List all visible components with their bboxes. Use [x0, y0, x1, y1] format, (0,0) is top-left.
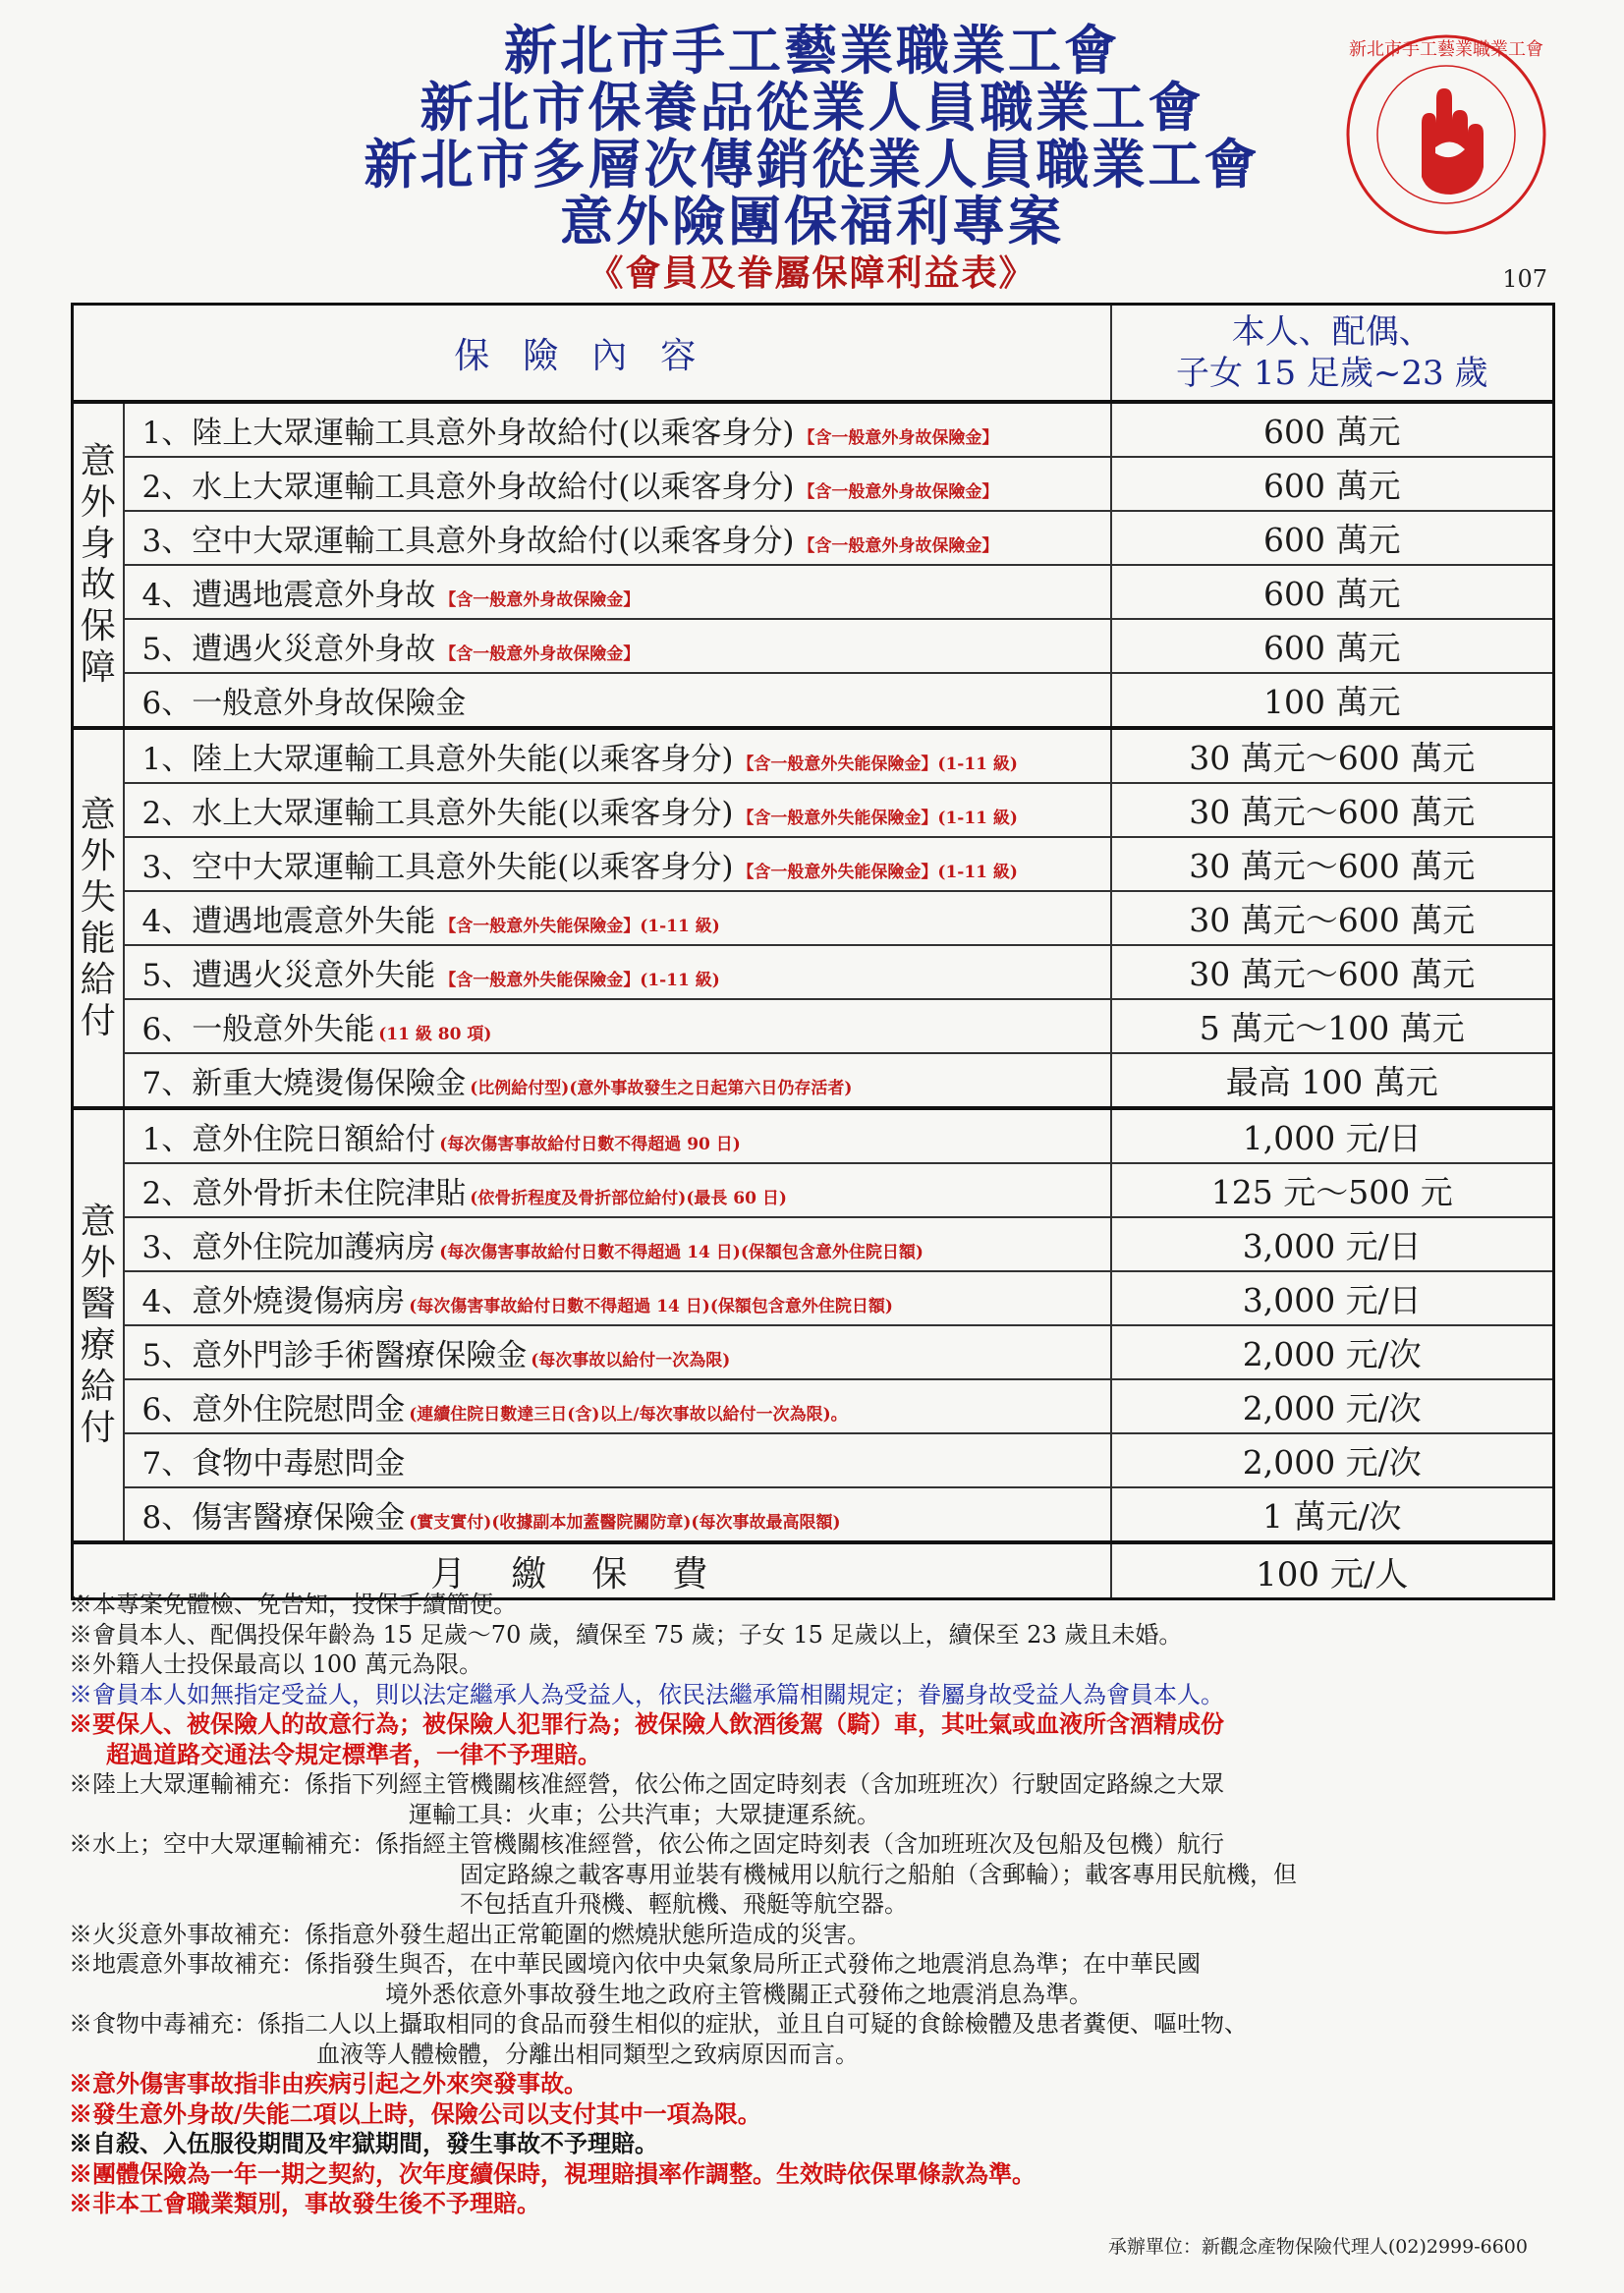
benefit-amount: 2,000 元/次 — [1111, 1325, 1554, 1379]
benefit-text: 2、水上大眾運輸工具意外身故給付(以乘客身分) — [141, 470, 795, 505]
benefit-item — [124, 728, 1111, 783]
note-line: ※意外傷害事故指非由疾病引起之外來突發事故。 — [69, 2069, 588, 2097]
table-row — [73, 1053, 1554, 1108]
benefit-amount: 600 萬元 — [1111, 511, 1554, 565]
note-line: ※團體保險為一年一期之契約，次年度續保時，視理賠損率作調整。生效時依保單條款為準。 — [69, 2158, 1036, 2188]
category-label — [73, 402, 124, 728]
benefit-note: 【含一般意外失能保險金】(1-11 級) — [439, 971, 720, 990]
benefit-text: 5、遭遇火災意外身故 — [141, 632, 436, 667]
benefit-amount: 3,000 元/日 — [1111, 1271, 1554, 1325]
title-line-4: 意外險團保福利專案 — [560, 190, 1064, 252]
note-line: ※地震意外事故補充：係指發生與否，在中華民國境內依中央氣象局所正式發佈之地震消息為準；在中華民國 — [69, 1950, 1201, 1978]
benefit-amount: 600 萬元 — [1111, 619, 1554, 673]
table-row — [73, 1108, 1554, 1163]
note-line: ※會員本人如無指定受益人，則以法定繼承人為受益人，依民法繼承篇相關規定；眷屬身故受益人為會員本人。 — [69, 1680, 1224, 1708]
table-row — [73, 1433, 1554, 1487]
benefit-note: (每次傷害事故給付日數不得超過 14 日)(保額包含意外住院日額) — [409, 1297, 893, 1316]
benefit-item — [124, 1163, 1111, 1217]
benefit-item — [124, 891, 1111, 945]
note-line: ※火災意外事故補充：係指意外發生超出正常範圍的燃燒狀態所造成的災害。 — [69, 1920, 870, 1948]
benefit-note: 【含一般意外失能保險金】(1-11 級) — [737, 863, 1018, 882]
benefit-amount: 1 萬元/次 — [1111, 1487, 1554, 1542]
note-line: ※陸上大眾運輸補充：係指下列經主管機關核准經營，依公佈之固定時刻表（含加班班次）行駛固定路線之大眾 — [69, 1770, 1224, 1798]
benefit-item — [124, 1433, 1111, 1487]
benefit-note: (每次傷害事故給付日數不得超過 90 日) — [439, 1135, 741, 1154]
table-header-row — [73, 305, 1554, 403]
header-insurance-content: 保險內容 — [73, 305, 1111, 403]
benefit-item — [124, 457, 1111, 511]
benefit-item — [124, 1217, 1111, 1271]
note-line: ※會員本人、配偶投保年齡為 15 足歲～70 歲，續保至 75 歲；子女 15 足歲以上，續保至 23 歲且未婚。 — [69, 1620, 1183, 1649]
note-line: 超過道路交通法令規定標準者，一律不予理賠。 — [106, 1739, 601, 1768]
benefit-note: (每次事故以給付一次為限) — [531, 1351, 731, 1370]
benefit-amount: 100 萬元 — [1111, 673, 1554, 728]
table-row — [73, 1379, 1554, 1433]
benefit-amount: 30 萬元～600 萬元 — [1111, 783, 1554, 837]
note-line: ※發生意外身故/失能二項以上時，保險公司以支付其中一項為限。 — [69, 2098, 761, 2128]
benefit-amount: 2,000 元/次 — [1111, 1379, 1554, 1433]
table-row — [73, 565, 1554, 619]
benefit-text: 2、水上大眾運輸工具意外失能(以乘客身分) — [141, 796, 734, 831]
union-seal-icon — [1341, 29, 1552, 241]
subtitle: 《會員及眷屬保障利益表》 — [588, 252, 1036, 294]
note-line: 不包括直升飛機、輕航機、飛艇等航空器。 — [460, 1890, 908, 1918]
benefit-amount: 3,000 元/日 — [1111, 1217, 1554, 1271]
table-row — [73, 1163, 1554, 1217]
premium-amount: 100 元/人 — [1111, 1542, 1554, 1599]
note-line: 固定路線之載客專用並裝有機械用以航行之船舶（含郵輪）；載客專用民航機，但 — [460, 1860, 1297, 1888]
benefit-amount: 2,000 元/次 — [1111, 1433, 1554, 1487]
benefit-text: 3、意外住院加護病房 — [141, 1230, 436, 1265]
benefit-amount: 600 萬元 — [1111, 457, 1554, 511]
note-line: 境外悉依意外事故發生地之政府主管機關正式發佈之地震消息為準。 — [385, 1980, 1092, 2008]
category-label — [73, 1108, 124, 1542]
benefit-note: (11 級 80 項) — [378, 1025, 492, 1044]
table-row — [73, 1271, 1554, 1325]
note-line: ※本專案免體檢、免告知，投保手續簡便。 — [69, 1591, 517, 1618]
benefit-note: 【含一般意外身故保險金】 — [798, 482, 999, 502]
benefit-item — [124, 945, 1111, 999]
benefit-amount: 5 萬元～100 萬元 — [1111, 999, 1554, 1053]
benefit-note: 【含一般意外失能保險金】(1-11 級) — [439, 917, 720, 936]
benefit-text: 7、食物中毒慰問金 — [141, 1446, 406, 1482]
note-line: ※非本工會職業類別，事故發生後不予理賠。 — [69, 2189, 540, 2217]
benefit-note: 【含一般意外失能保險金】(1-11 級) — [737, 755, 1018, 774]
title-line-1: 新北市手工藝業職業工會 — [504, 19, 1120, 82]
benefit-amount: 600 萬元 — [1111, 402, 1554, 457]
benefit-amount: 125 元～500 元 — [1111, 1163, 1554, 1217]
title-line-2: 新北市保養品從業人員職業工會 — [420, 76, 1204, 139]
benefit-item — [124, 1379, 1111, 1433]
table-row — [73, 999, 1554, 1053]
table-row — [73, 837, 1554, 891]
note-line: 運輸工具：火車；公共汽車；大眾捷運系統。 — [409, 1800, 880, 1828]
benefit-amount: 30 萬元～600 萬元 — [1111, 837, 1554, 891]
benefit-text: 7、新重大燒燙傷保險金 — [141, 1066, 467, 1101]
table-row — [73, 891, 1554, 945]
benefit-note: (比例給付型)(意外事故發生之日起第六日仍存活者) — [470, 1079, 853, 1098]
benefit-text: 3、空中大眾運輸工具意外失能(以乘客身分) — [141, 850, 734, 885]
table-row — [73, 1217, 1554, 1271]
benefit-item — [124, 673, 1111, 728]
benefit-item — [124, 1053, 1111, 1108]
note-line: ※要保人、被保險人的故意行為；被保險人犯罪行為；被保險人飲酒後駕（騎）車，其吐氣或血液所含酒精成份 — [69, 1709, 1224, 1738]
header-coverage-line1: 本人、配偶、 — [1231, 312, 1432, 352]
category-text: 意外醫療給付 — [80, 1202, 116, 1448]
benefit-text: 4、遭遇地震意外身故 — [141, 578, 436, 613]
benefit-text: 1、意外住院日額給付 — [141, 1122, 436, 1157]
benefit-item — [124, 565, 1111, 619]
benefit-item — [124, 1487, 1111, 1542]
benefit-item — [124, 783, 1111, 837]
table-row — [73, 1487, 1554, 1542]
benefit-text: 6、意外住院慰問金 — [141, 1392, 406, 1427]
benefit-note: (每次傷害事故給付日數不得超過 14 日)(保額包含意外住院日額) — [439, 1243, 924, 1262]
benefit-amount: 600 萬元 — [1111, 565, 1554, 619]
note-line: ※水上；空中大眾運輸補充：係指經主管機關核准經營，依公佈之固定時刻表（含加班班次及包船及包機）航行 — [69, 1830, 1224, 1858]
note-line: 血液等人體檢體，分離出相同類型之致病原因而言。 — [316, 2040, 859, 2068]
table-row — [73, 728, 1554, 783]
benefit-amount: 最高 100 萬元 — [1111, 1053, 1554, 1108]
table-row — [73, 1325, 1554, 1379]
benefit-amount: 30 萬元～600 萬元 — [1111, 728, 1554, 783]
benefit-text: 8、傷害醫療保險金 — [141, 1500, 406, 1536]
benefit-note: 【含一般意外失能保險金】(1-11 級) — [737, 809, 1018, 828]
benefit-note: (連續住院日數達三日(含)以上/每次事故以給付一次為限)。 — [409, 1405, 848, 1425]
benefit-text: 6、一般意外失能 — [141, 1012, 375, 1047]
benefit-amount: 30 萬元～600 萬元 — [1111, 891, 1554, 945]
benefit-text: 4、遭遇地震意外失能 — [141, 904, 436, 939]
category-text: 意外身故保障 — [80, 441, 116, 688]
benefit-text: 5、遭遇火災意外失能 — [141, 958, 436, 993]
category-text: 意外失能給付 — [80, 794, 116, 1041]
table-row — [73, 673, 1554, 728]
benefit-note: 【含一般意外身故保險金】 — [798, 428, 999, 448]
title-line-3: 新北市多層次傳銷從業人員職業工會 — [364, 133, 1260, 196]
benefit-text: 3、空中大眾運輸工具意外身故給付(以乘客身分) — [141, 524, 795, 559]
benefit-item — [124, 999, 1111, 1053]
premium-label: 月繳保費 — [73, 1542, 1111, 1599]
benefit-amount: 1,000 元/日 — [1111, 1108, 1554, 1163]
benefit-note: 【含一般意外身故保險金】 — [798, 536, 999, 556]
seal-lettering: 新北市手工藝業職業工會 — [1349, 39, 1543, 60]
note-line: ※食物中毒補充：係指二人以上攝取相同的食品而發生相似的症狀，並且自可疑的食餘檢體及患者糞便、嘔吐物、 — [69, 2010, 1248, 2038]
benefit-text: 5、意外門診手術醫療保險金 — [141, 1338, 528, 1373]
table-row — [73, 619, 1554, 673]
benefit-note: (實支實付)(收據副本加蓋醫院關防章)(每次事故最高限額) — [409, 1513, 841, 1533]
notes-block — [69, 1590, 1562, 2219]
table-row — [73, 783, 1554, 837]
benefit-item — [124, 1108, 1111, 1163]
benefit-item — [124, 837, 1111, 891]
hand-icon — [1422, 88, 1484, 195]
header-coverage — [1111, 305, 1554, 403]
benefit-note: 【含一般意外身故保險金】 — [439, 590, 641, 610]
benefit-item — [124, 1325, 1111, 1379]
benefits-table — [71, 303, 1555, 1600]
table-row — [73, 402, 1554, 457]
benefit-item — [124, 619, 1111, 673]
benefit-text: 1、陸上大眾運輸工具意外失能(以乘客身分) — [141, 742, 734, 777]
benefit-amount: 30 萬元～600 萬元 — [1111, 945, 1554, 999]
header-coverage-line2: 子女 15 足歲~23 歲 — [1176, 354, 1488, 393]
category-label — [73, 728, 124, 1108]
footer-agency: 承辦單位：新觀念產物保險代理人(02)2999-6600 — [1107, 2236, 1528, 2258]
benefit-text: 6、一般意外身故保險金 — [141, 686, 467, 721]
benefit-item — [124, 402, 1111, 457]
table-row — [73, 457, 1554, 511]
page-number: 107 — [1502, 265, 1547, 293]
benefit-text: 1、陸上大眾運輸工具意外身故給付(以乘客身分) — [141, 416, 795, 451]
table-row — [73, 511, 1554, 565]
note-line: ※自殺、入伍服役期間及牢獄期間，發生事故不予理賠。 — [69, 2129, 658, 2157]
benefit-note: 【含一般意外身故保險金】 — [439, 644, 641, 664]
benefit-item — [124, 511, 1111, 565]
table-row — [73, 945, 1554, 999]
benefit-note: (依骨折程度及骨折部位給付)(最長 60 日) — [470, 1189, 787, 1208]
benefit-item — [124, 1271, 1111, 1325]
benefit-text: 2、意外骨折未住院津貼 — [141, 1176, 467, 1211]
note-line: ※外籍人士投保最高以 100 萬元為限。 — [69, 1650, 483, 1678]
benefit-text: 4、意外燒燙傷病房 — [141, 1284, 406, 1319]
